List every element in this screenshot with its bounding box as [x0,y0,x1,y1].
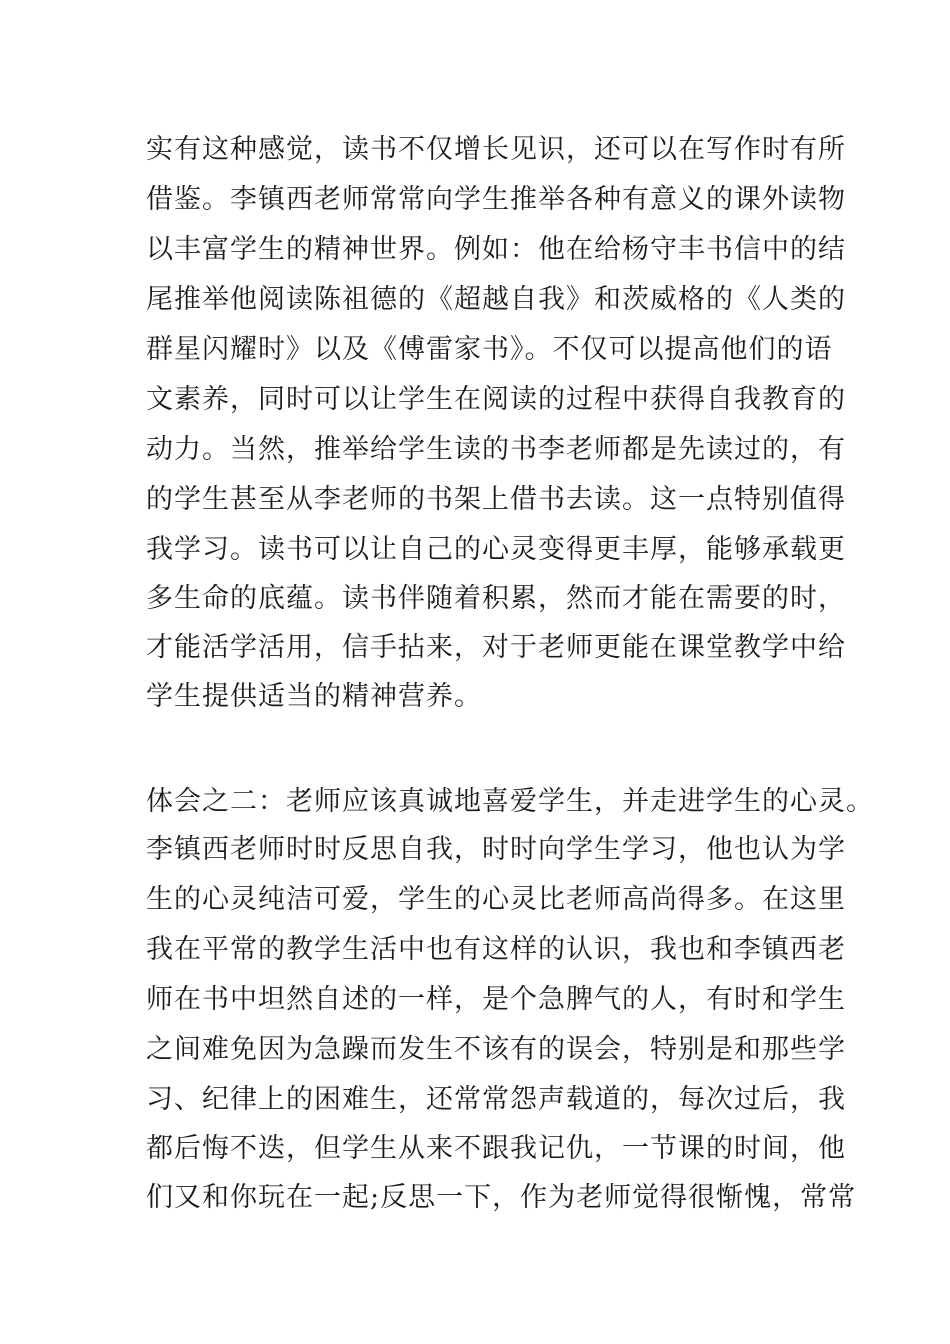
text-line: 动力。当然，推举给学生读的书李老师都是先读过的，有 [146,434,846,465]
text-line: 师在书中坦然自述的一样，是个急脾气的人，有时和学生 [146,984,846,1015]
text-line: 都后悔不迭，但学生从来不跟我记仇，一节课的时间，他 [146,1133,846,1164]
text-line: 我学习。读书可以让自己的心灵变得更丰厚，能够承载更 [146,534,846,565]
text-line: 之间难免因为急躁而发生不该有的误会，特别是和那些学 [146,1034,846,1065]
text-line: 习、纪律上的困难生，还常常怨声载道的，每次过后，我 [146,1084,846,1115]
text-line: 我在平常的教学生活中也有这样的认识，我也和李镇西老 [146,934,846,965]
text-line: 的学生甚至从李老师的书架上借书去读。这一点特别值得 [146,484,846,515]
text-line: 体会之二：老师应该真诚地喜爱学生，并走进学生的心灵。 [146,786,874,817]
text-line: 群星闪耀时》以及《傅雷家书》。不仅可以提高他们的语 [146,334,833,365]
text-line: 多生命的底蕴。读书伴随着积累，然而才能在需要的时， [146,583,846,614]
text-line: 学生提供适当的精神营养。 [146,681,482,712]
text-line: 生的心灵纯洁可爱，学生的心灵比老师高尚得多。在这里 [146,884,846,915]
text-line: 文素养，同时可以让学生在阅读的过程中获得自我教育的 [146,384,846,415]
text-line: 才能活学活用，信手拈来，对于老师更能在课堂教学中给 [146,632,846,663]
text-line: 以丰富学生的精神世界。例如：他在给杨守丰书信中的结 [146,234,846,265]
text-line: 尾推举他阅读陈祖德的《超越自我》和茨威格的《人类的 [146,284,846,315]
text-line: 借鉴。李镇西老师常常向学生推举各种有意义的课外读物 [146,184,846,215]
text-line: 李镇西老师时时反思自我，时时向学生学习，他也认为学 [146,834,846,865]
text-line: 实有这种感觉，读书不仅增长见识，还可以在写作时有所 [146,134,846,165]
text-line: 们又和你玩在一起;反思一下，作为老师觉得很惭愧，常常 [146,1182,857,1213]
